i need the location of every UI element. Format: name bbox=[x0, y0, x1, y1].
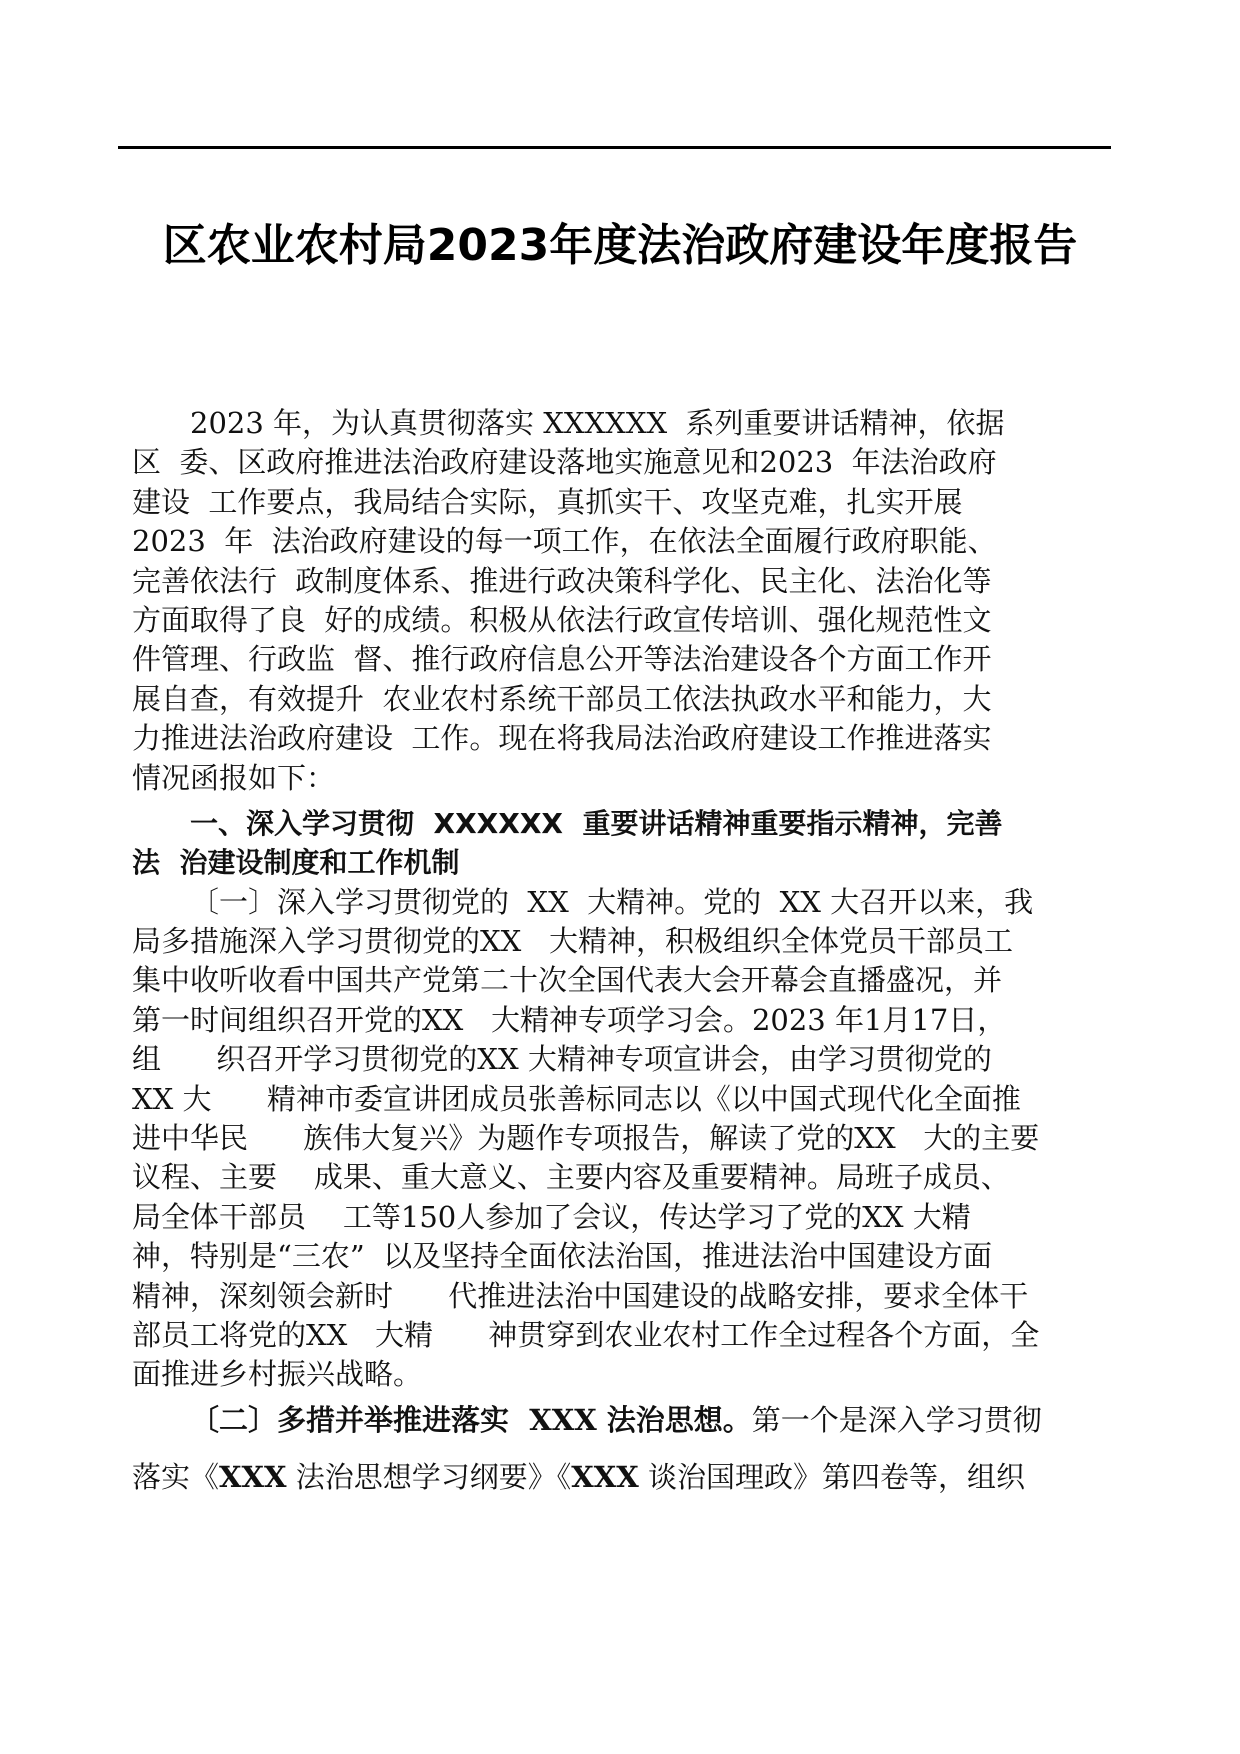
section1-line: 神，特别是“三农” 以及坚持全面依法治国，推进法治中国建设方面 bbox=[132, 1239, 993, 1274]
section1-line: XX 大 精神市委宣讲团成员张善标同志以《以中国式现代化全面推 bbox=[132, 1081, 1021, 1116]
section2-text: 法治思想学习纲要》《 bbox=[286, 1460, 572, 1495]
section1-line: 议程、主要 成果、重大意义、主要内容及重要精神。局班子成员、 bbox=[132, 1160, 1010, 1195]
intro-line: 2023 年 法治政府建设的每一项工作，在依法全面履行政府职能、 bbox=[132, 524, 997, 559]
intro-line: 区 委、区政府推进法治政府建设落地实施意见和2023 年法治政府 bbox=[132, 445, 997, 480]
section1-line: 局全体干部员 工等150人参加了会议，传达学习了党的XX 大精 bbox=[132, 1199, 971, 1234]
document-title: 区农业农村局2023年度法治政府建设年度报告 bbox=[162, 220, 1078, 271]
section2-line bbox=[132, 1401, 1112, 1440]
section1-line: 局多措施深入学习贯彻党的XX 大精神，积极组织全体党员干部员工 bbox=[132, 924, 1013, 959]
intro-line: 力推进法治政府建设 工作。现在将我局法治政府建设工作推进落实 bbox=[132, 721, 992, 756]
intro-line: 2023 年，为认真贯彻落实 XXXXXX 系列重要讲话精神，依据 bbox=[190, 406, 1005, 440]
intro-line: 建设 工作要点，我局结合实际，真抓实干、攻坚克难，扎实开展 bbox=[132, 484, 963, 519]
intro-line: 展自查，有效提升 农业农村系统干部员工依法执政水平和能力，大 bbox=[132, 681, 992, 716]
section1-line: 集中收听收看中国共产党第二十次全国代表大会开幕会直播盛况，并 bbox=[132, 963, 1003, 998]
section2-text: 第一个是深入学习贯彻 bbox=[751, 1402, 1042, 1437]
section-heading: 一、深入学习贯彻 XXXXXX 重要讲话精神重要指示精神，完善 bbox=[190, 806, 1003, 840]
section1-line: 面推进乡村振兴战略。 bbox=[132, 1357, 423, 1392]
section2-bold-xxx: XXX bbox=[571, 1460, 639, 1495]
section2-bold-xxx: XXX bbox=[219, 1460, 287, 1495]
intro-line: 情况函报如下： bbox=[132, 760, 336, 795]
header-rule bbox=[118, 146, 1111, 149]
document-body bbox=[132, 404, 1112, 1498]
section1-line: 组 织召开学习贯彻党的XX 大精神专项宣讲会，由学习贯彻党的 bbox=[132, 1042, 992, 1077]
section2-text: 谈治国理政》第四卷等，组织 bbox=[638, 1460, 1025, 1495]
section1-line: 部员工将党的XX 大精 神贯穿到农业农村工作全过程各个方面，全 bbox=[132, 1317, 1040, 1352]
section1-line: 〔一〕深入学习贯彻党的 XX 大精神。党的 XX 大召开以来，我 bbox=[190, 884, 1034, 919]
section1-line: 进中华民 族伟大复兴》为题作专项报告，解读了党的XX 大的主要 bbox=[132, 1121, 1040, 1156]
intro-line: 完善依法行 政制度体系、推进行政决策科学化、民主化、法治化等 bbox=[132, 563, 992, 598]
section2-heading: 〔二〕多措并举推进落实 XXX 法治思想。 bbox=[190, 1402, 752, 1437]
intro-line: 件管理、行政监 督、推行政府信息公开等法治建设各个方面工作开 bbox=[132, 642, 992, 677]
section1-line: 第一时间组织召开党的XX 大精神专项学习会。2023 年1月17日， bbox=[132, 1002, 1007, 1037]
section2-text: 落实《 bbox=[132, 1460, 220, 1495]
intro-line: 方面取得了良 好的成绩。积极从依法行政宣传培训、强化规范性文 bbox=[132, 602, 992, 637]
section-heading: 法 治建设制度和工作机制 bbox=[132, 846, 460, 880]
section1-line: 精神，深刻领会新时 代推进法治中国建设的战略安排，要求全体干 bbox=[132, 1278, 1029, 1313]
section2-line bbox=[132, 1458, 1112, 1497]
